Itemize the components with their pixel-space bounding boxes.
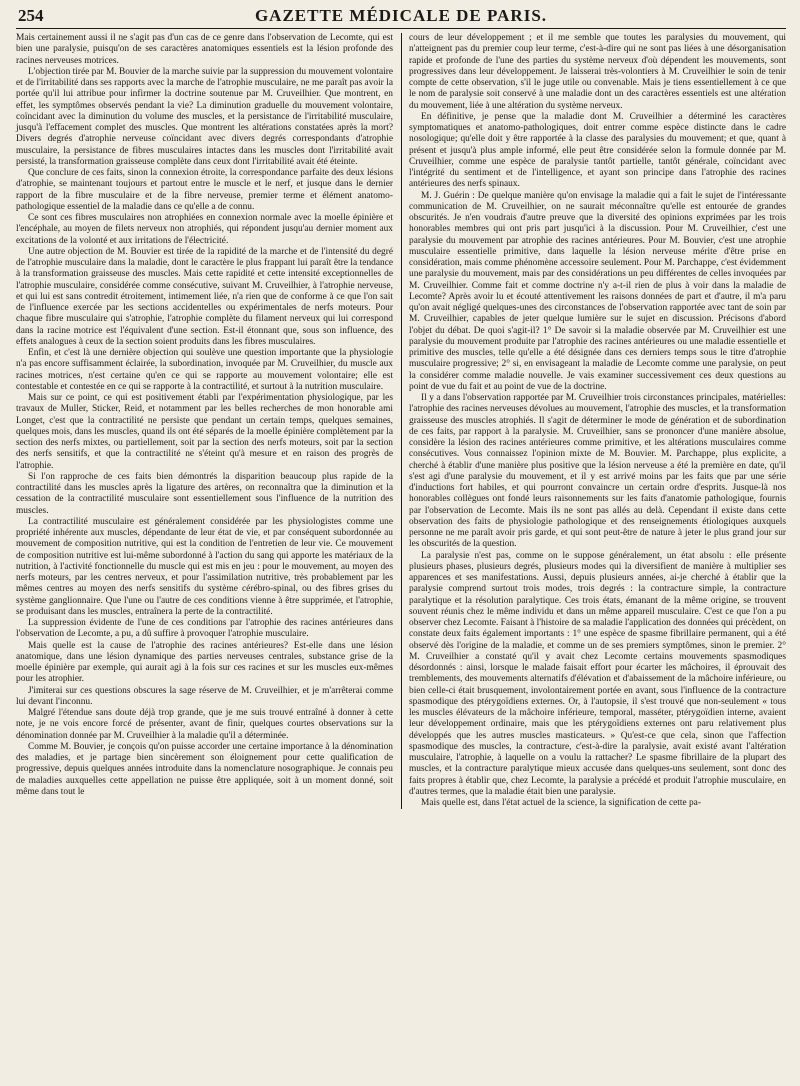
- paragraph: La suppression évidente de l'une de ces conditions par l'atrophie des racines antérieures dans l'observation de Lecomte, a pu, a dû suffire à provoquer l'atrophie musculaire.: [16, 618, 393, 640]
- paragraph: cours de leur développement ; et il me semble que toutes les paralysies du mouvement, qui n'atteignent pas du premier coup leur terme, c'est-à-dire qui ne sont pas liées à une désorganisation rapide et profonde de l'une des parties du système nerveux d'où dépendent les mouvements, sont progressives dans leur développement. Je laisserai très-volontiers à M. Cruveilhier le soin de tenir compte de cette observation, s'il le juge utile ou convenable. Mais je tiens essentiellement à ce que le nom de paralysie soit conservé à une maladie dont un des caractères essentiels est une altération du mouvement, liée à une altération du système nerveux.: [409, 33, 786, 111]
- paragraph: Que conclure de ces faits, sinon la connexion étroite, la correspondance parfaite des deux lésions d'atrophie, se maintenant toujours et partout entre le muscle et le nerf, et jusque dans le dernier rapport de la fibre musculaire et de la fibre nerveuse, premier terme et élément anatomo-pathologique essentiel de la maladie dans ce qu'elle a de connu.: [16, 168, 393, 212]
- paragraph: Mais quelle est, dans l'état actuel de la science, la signification de cette pa-: [421, 798, 701, 808]
- page-number: 254: [18, 6, 44, 25]
- paragraph: Mais certainement aussi il ne s'agit pas d'un cas de ce genre dans l'observation de Lecomte, qui est bien une paralysie, puisqu'on de ses caractères anatomiques essentiels est la lésion profonde des racines nerveuses motrices.: [16, 33, 393, 66]
- paragraph: Mais quelle est la cause de l'atrophie des racines antérieures? Est-elle dans une lésion anatomique, dans une lésion dynamique des parties nerveuses centrales, substance grise de la moelle épinière par exemple, qui aurait agi à la fois sur ces racines et sur les muscles eux-mêmes pour les atrophier.: [16, 640, 393, 685]
- paragraph: J'imiterai sur ces questions obscures la sage réserve de M. Cruveilhier, et je m'arrêterai comme lui devant l'inconnu.: [16, 685, 393, 707]
- right-column: [409, 33, 786, 809]
- journal-title: GAZETTE MÉDICALE DE PARIS.: [254, 6, 548, 25]
- paragraph: Une autre objection de M. Bouvier est tirée de la rapidité de la marche et de l'intensité du degré de l'atrophie musculaire dans la maladie, dont le caractère le plus frappant lui paraît être la tendance à la transformation graisseuse des muscles. Mais cette rapidité et cette intensité exceptionnelles de l'atrophie musculaire, considérée comme consécutive, suivant M. Cruveilhier, à l'atrophie nerveuse, et qui lui est sans contredit étroitement, intimement liée, n'a rien que de conforme à ce que l'on sait de l'influence exercée par les sections accidentelles ou expérimentales de nerfs moteurs. Pour chaque fibre musculaire qui s'atrophie, l'atrophie complète du filament nerveux qui lui correspond dans la racine motrice est l'équivalent d'une section. Est-il étonnant que, sous son influence, des effets analogues à ceux de la section soient produits dans les fibres musculaires.: [16, 246, 393, 347]
- columns: [16, 33, 786, 809]
- paragraph: La contractilité musculaire est généralement considérée par les physiologistes comme une propriété inhérente aux muscles, dépendante de leur état de vie, et par conséquent subordonnée au mouvement de composition nutritive, qui est la condition de l'entretien de leur vie. Ce mouvement de composition nutritive est lui-même subordonné à l'action du sang qui apporte les matériaux de la nutrition, à l'activité fonctionnelle du muscle qui est mis en jeu : pour le mouvement, au moyen des nerfs moteurs, par les centres nerveux, et pour l'assimilation nutritive, très probablement par les mêmes centres au moyen des nerfs sensitifs du système cérébro-spinal, ou des fibres grises du système ganglionnaire. Que l'une ou l'autre de ces conditions vienne à être supprimée, et l'atrophie, se produisant dans les muscles, entraînera la perte de la contractilité.: [16, 516, 393, 617]
- paragraph: Il y a dans l'observation rapportée par M. Cruveilhier trois circonstances principales, matérielles: l'atrophie des racines nerveuses dévolues au mouvement, l'atrophie des muscles, et la transformation graisseuse des muscles atrophiés. Il s'agit de déterminer le mode de génération et de subordination de ces faits, par rapport à la paralysie. M. Cruveilhier, sans se prononcer d'une manière absolue, considère la lésion des racines antérieures comme primitive, et les altérations musculaires comme consécutives. Vous connaissez l'opinion mixte de M. Bouvier. M. Parchappe, plus explicite, a cherché à établir d'une manière plus positive que la lésion nerveuse a été la première en date, qu'il s'est agi d'une paralysie du mouvement, et il y est arrivé moins par les faits que par une série d'inductions fort habiles, et qui pourront convaincre un certain ordre d'esprits. Jusque-là nos honorables collègues ont fondé leurs raisonnements sur les faits d'anatomie pathologique, fournis par l'observation de Lecomte. Mais ils ne sont pas allés au delà. Cependant il existe dans cette observation des faits de physiologie pathologique et des renseignements étiologiques auxquels personne ne me paraît avoir pris garde, et qui sont peut-être de nature à jeter le plus grand jour sur les obscurités de la question.: [409, 393, 786, 550]
- paragraph: La paralysie n'est pas, comme on le suppose généralement, un état absolu : elle présente plusieurs phases, plusieurs degrés, plusieurs modes qui la diversifient de manière à multiplier ses apparences et ses manifestations. Aussi, depuis plusieurs années, ai-je cherché à établir que la paralysie comprend surtout trois modes, trois degrés : la contracture simple, la contracture paralytique et la résolution paralytique. Ces trois états, émanant de la même origine, se trouvent souvent réunis chez le même individu et dans un même appareil musculaire. C'est ce que l'on a pu observer chez Lecomte. Faisant à l'histoire de sa maladie l'application des données qui précèdent, on constate deux faits également importants : 1° une espèce de spasme fibrillaire permanent, qui a été observé dès l'origine de la maladie, et comme un de ses premiers symptômes, sinon le premier. 2° M. Cruveilhier a constaté qu'il y avait chez Lecomte certains mouvements spasmodiques désordonnés : ainsi, lorsque le malade faisait effort pour écarter les mâchoires, il éprouvait des tremblements, des mouvements alternatifs d'élévation et d'abaissement de la mâchoire inférieure, ou bien celle-ci était brusquement, involontairement portée en avant, sous l'influence de la contracture spasmodique des ptérygoïdiens externes. Or, à l'autopsie, il s'est trouvé que non-seulement « tous les muscles élévateurs de la mâchoire inférieure, temporal, masséter, ptérygoïdien interne, avaient leur développement ordinaire, mais que les ptérygoïdiens externes ont paru relativement plus développés que les autres muscles masticateurs. » Qu'est-ce que cela, sinon que l'affection spasmodique des muscles, la contracture, c'est-à-dire la paralysie, avait existé avant l'altération musculaire, l'atrophie, à laquelle on a voulu la rattacher? Le spasme fibrillaire de la plupart des muscles, et la contracture paralytique mieux accusée dans quelques-uns seulement, sont donc des faits propres à établir que, chez Lecomte, la paralysie a précédé et produit l'atrophie musculaire, en d'autres termes, que la maladie était bien une paralysie.: [409, 550, 786, 797]
- paragraph: M. J. Guérin : De quelque manière qu'on envisage la maladie qui a fait le sujet de l'intéressante communication de M. Cruveilhier, on ne saurait méconnaître qu'elle est entourée de grandes obscurités. Je n'en voudrais d'autre preuve que la diversité des opinions exprimées par les trois honorables membres qui ont pris part jusqu'ici à la discussion. Pour M. Cruveilhier, c'est une paralysie du mouvement par atrophie des racines antérieures. Pour M. Bouvier, c'est une atrophie musculaire essentielle primitive, dans laquelle la lésion nerveuse mérite d'être prise en considération, mais comme phénomène accessoire seulement. Pour M. Parchappe, c'est évidemment une paralysie du mouvement, mais par des considérations un peu différentes de celles invoquées par M. Cruveilhier. Comme fait et comme doctrine n'y a-t-il rien de plus à voir dans la maladie de Lecomte? Après avoir lu et écouté attentivement les raisons données de part et d'autre, il m'a paru qu'on avait négligé quelques-unes des circonstances de l'observation rapportée avec tant de soin par M. Cruveilhier, capables de jeter quelque lumière sur le sujet en discussion. Précisons d'abord l'objet du débat. De quoi s'agit-il? 1° De savoir si la maladie observée par M. Cruveilhier est une paralysie du mouvement produite par l'atrophie des racines antérieures ou une maladie essentielle et primitive des muscles, telle qu'elle a été désignée dans ces derniers temps sous le titre d'atrophie musculaire progressive; 2° si, en envisageant la maladie de Lecomte comme une paralysie, on peut la considérer comme maladie nouvelle. Je vais examiner successivement ces deux questions au point de vue du fait et au point de vue de la doctrine.: [409, 190, 786, 392]
- paragraph: Enfin, et c'est là une dernière objection qui soulève une question importante que la physiologie n'a pas encore suffisamment éclairée, la subordination, invoquée par M. Cruveilhier, du muscle aux racines motrices, n'est certaine qu'en ce qui se rapporte au mouvement volontaire; elle est contestable et contestée en ce qui se rapporte à la contractilité, et surtout à la nutrition musculaire.: [16, 348, 393, 392]
- paragraph: En définitive, je pense que la maladie dont M. Cruveilhier a déterminé les caractères symptomatiques et anatomo-pathologiques, doit entrer comme espèce distincte dans le cadre nosologique; qu'elle doit y être rapportée à la classe des paralysies du mouvement; et que, quant à présent et jusqu'à plus ample informé, elle peut être considérée selon la formule donnée par M. Cruveilhier, comme une espèce de paralysie tantôt partielle, tantôt générale, coïncidant avec l'intégrité du sentiment et de l'intelligence, et ayant son principe dans l'atrophie des racines antérieures des nerfs spinaux.: [409, 111, 786, 190]
- paragraph: Comme M. Bouvier, je conçois qu'on puisse accorder une certaine importance à la dénomination des maladies, et je partage bien sincèrement son éloignement pour cette qualification de progressive, depuis quelques années introduite dans la nomenclature nosographique. Je connais peu de maladies auxquelles cette appellation ne puisse être appliquée, soit à un moment donné, soit même dans tout le: [16, 741, 393, 797]
- paragraph: Ce sont ces fibres musculaires non atrophiées en connexion normale avec la moelle épinière et l'encéphale, au moyen de filets nerveux non atrophiés, qui répondent jusqu'au dernier moment aux excitations de la volonté et aux irritations de l'électricité.: [16, 213, 393, 246]
- paragraph: L'objection tirée par M. Bouvier de la marche suivie par la suppression du mouvement volontaire et de l'irritabilité dans ses rapports avec la marche de l'atrophie musculaire, ne me paraît pas avoir la portée qu'il lui attribue pour infirmer la doctrine soutenue par M. Cruveilhier. Que montrent, en effet, les symptômes observés pendant la vie? La diminution graduelle du mouvement volontaire, coïncidant avec la diminution du volume des muscles, et la persistance de l'irritabilité musculaire, jusqu'à l'effacement complet des muscles. Que montrent les altérations constatées après la mort? Divers degrés d'atrophie nerveuse coïncidant avec divers degrés correspondants d'atrophie musculaire, la persistance de fibres musculaires intactes dans les muscles dont l'irritabilité avait persisté, la transformation graisseuse complète dans ceux dont l'irritabilité avait été éteinte.: [16, 66, 393, 167]
- left-column: [16, 33, 393, 809]
- paragraph: Malgré l'étendue sans doute déjà trop grande, que je me suis trouvé entraîné à donner à cette note, je ne vois encore forcé de présenter, avant de finir, quelques courtes observations sur la dénomination donnée par M. Cruveilhier à la maladie qu'il a déterminée.: [16, 708, 393, 741]
- column-divider: [401, 33, 402, 809]
- paragraph: Mais sur ce point, ce qui est positivement établi par l'expérimentation physiologique, par les travaux de Muller, Sticker, Reid, et notamment par les belles recherches de mon honorable ami Longet, c'est que la contractilité ne persiste que pendant un certain temps, quelques semaines, quelques mois, dans les muscles, quand ils ont été séparés de la moelle épinière complètement par la section des nerfs mixtes, ou partiellement, soit par la section des nerfs moteurs, soit par la section des nerfs sensitifs, et que la contractilité ne s'éteint qu'à mesure et en raison des progrès de l'atrophie.: [16, 393, 393, 471]
- page-header: [16, 6, 786, 29]
- paragraph: Si l'on rapproche de ces faits bien démontrés la disparition beaucoup plus rapide de la contractilité dans les muscles après la ligature des artères, on reconnaîtra que la diminution et la cessation de la contractilité musculaire sont essentiellement sous l'influence de la nutrition des muscles.: [16, 471, 393, 516]
